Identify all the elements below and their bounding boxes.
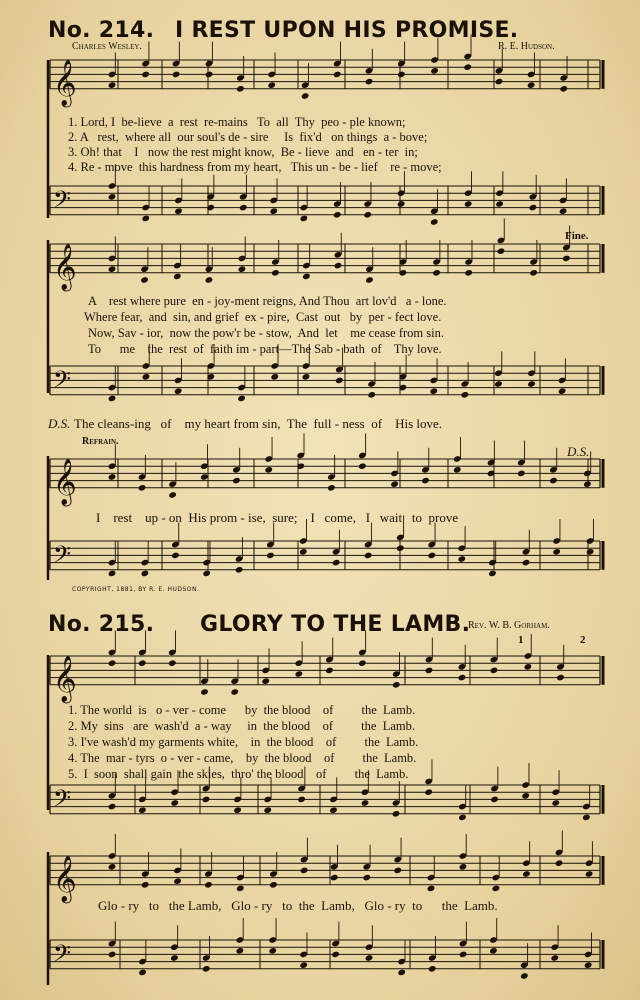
note-head xyxy=(205,71,214,79)
note-head xyxy=(551,799,560,807)
note-head xyxy=(173,877,182,885)
note-head xyxy=(365,276,374,284)
fine-marking: Fine. xyxy=(565,230,589,242)
hymn-214-verse-4-line-a: 4. Re - move this hardness from my heart, This un - be - lief re - move; xyxy=(68,160,442,174)
note-head xyxy=(271,269,280,277)
bass-clef-icon: 𝄢 xyxy=(53,540,72,574)
note-head xyxy=(170,799,179,807)
note-head xyxy=(428,965,437,973)
note-head xyxy=(457,555,466,563)
note-head xyxy=(332,559,341,567)
note-head xyxy=(299,548,308,556)
note-head xyxy=(202,570,211,578)
note-head xyxy=(108,265,117,273)
treble-clef-icon: 𝄞 xyxy=(53,59,77,106)
note-head xyxy=(237,395,246,403)
refrain-lyric-line: I rest up - on His prom - ise, sure; I come, I wait to prove xyxy=(96,510,459,525)
note-head xyxy=(141,71,150,79)
note-head xyxy=(269,881,278,889)
note-head xyxy=(334,262,343,270)
note-head xyxy=(363,211,372,219)
note-head xyxy=(459,951,468,959)
note-head xyxy=(393,867,402,875)
note-head xyxy=(365,78,374,86)
note-head xyxy=(364,552,373,560)
ds-label: D.S. xyxy=(48,416,71,431)
note-head xyxy=(489,947,498,955)
note-head xyxy=(333,211,342,219)
hymn-215-chorus-line: Glo - ry to the Lamb, Glo - ry to the Lamb, Glo - ry to the Lamb. xyxy=(98,898,498,913)
treble-clef-icon: 𝄞 xyxy=(53,243,77,290)
note-head xyxy=(142,373,151,381)
hymn-214-title: I REST UPON HIS PROMISE. xyxy=(175,18,519,43)
note-head xyxy=(458,674,467,682)
bass-clef-icon: 𝄢 xyxy=(53,185,72,219)
note-head xyxy=(331,951,340,959)
note-head xyxy=(108,395,117,403)
note-head xyxy=(429,387,438,395)
note-head xyxy=(559,85,568,93)
hymn-215-author: Rev. W. B. Gorham. xyxy=(468,620,550,631)
note-head xyxy=(559,207,568,215)
note-head xyxy=(521,792,530,800)
note-head xyxy=(108,193,117,201)
note-head xyxy=(108,863,117,871)
note-head xyxy=(464,269,473,277)
note-head xyxy=(365,954,374,962)
note-head xyxy=(202,965,211,973)
refrain-label: Refrain. xyxy=(82,436,119,447)
note-head xyxy=(453,466,462,474)
note-head xyxy=(396,544,405,552)
note-head xyxy=(421,477,430,485)
note-head xyxy=(302,273,311,281)
hymn-215-verse-2: 2. My sins are wash'd a - way in the blood of the Lamb. xyxy=(68,719,415,733)
note-head xyxy=(266,552,275,560)
note-head xyxy=(300,867,309,875)
note-head xyxy=(392,810,401,818)
note-head xyxy=(204,881,213,889)
note-head xyxy=(329,806,338,814)
note-head xyxy=(236,85,245,93)
note-head xyxy=(549,477,558,485)
note-head xyxy=(138,806,147,814)
note-head xyxy=(263,806,272,814)
hymn-215-verse-3: 3. I've wash'd my garments white, in the blood of the Lamb. xyxy=(68,735,419,749)
note-head xyxy=(108,473,117,481)
note-head xyxy=(108,659,117,667)
note-head xyxy=(464,200,473,208)
note-head xyxy=(522,559,531,567)
note-head xyxy=(552,548,561,556)
note-head xyxy=(269,207,278,215)
note-head xyxy=(236,885,245,893)
ds-marking: D.S. xyxy=(567,444,590,459)
note-head xyxy=(430,218,439,226)
note-head xyxy=(141,215,150,223)
note-head xyxy=(335,377,344,385)
note-head xyxy=(520,972,529,980)
note-head xyxy=(267,81,276,89)
note-head xyxy=(490,796,499,804)
note-head xyxy=(261,677,270,685)
note-head xyxy=(585,870,594,878)
note-head xyxy=(173,273,182,281)
note-head xyxy=(235,566,244,574)
hymn-214-verse-2-line-b: Where fear, and sin, and grief ex - pire, Cast out by per - fect love. xyxy=(84,310,442,324)
note-head xyxy=(367,391,376,399)
hymn-215-verse-4: 4. The mar - tyrs o - ver - came, by the blood of the Lamb. xyxy=(68,751,417,765)
note-head xyxy=(458,814,467,822)
note-head xyxy=(427,885,436,893)
note-head xyxy=(427,552,436,560)
note-head xyxy=(333,71,342,79)
note-head xyxy=(301,92,310,100)
note-head xyxy=(562,255,571,263)
note-head xyxy=(497,247,506,255)
note-head xyxy=(168,659,177,667)
note-head xyxy=(108,803,117,811)
note-head xyxy=(325,667,334,675)
note-head xyxy=(239,204,248,212)
hymn-214-number: No. 214. xyxy=(48,18,155,43)
note-head xyxy=(392,681,401,689)
note-head xyxy=(495,78,504,86)
note-head xyxy=(432,269,441,277)
bass-clef-icon: 𝄢 xyxy=(53,939,72,973)
note-head xyxy=(230,688,239,696)
note-head xyxy=(425,667,434,675)
note-head xyxy=(527,81,536,89)
note-head xyxy=(171,552,180,560)
note-head xyxy=(233,806,242,814)
note-head xyxy=(174,207,183,215)
note-head xyxy=(270,373,279,381)
note-head xyxy=(238,265,247,273)
note-head xyxy=(138,659,147,667)
bass-clef-icon: 𝄢 xyxy=(53,365,72,399)
note-head xyxy=(430,67,439,75)
hymn-214-verse-2-line-a: 2. A rest, where all our soul's de - sire Is fix'd on things a - bove; xyxy=(68,130,428,144)
note-head xyxy=(524,663,533,671)
note-head xyxy=(202,796,211,804)
note-head xyxy=(459,863,468,871)
note-head xyxy=(495,200,504,208)
note-head xyxy=(327,484,336,492)
note-head xyxy=(494,380,503,388)
note-head xyxy=(492,885,501,893)
note-head xyxy=(108,81,117,89)
note-head xyxy=(200,473,209,481)
note-head xyxy=(582,814,591,822)
note-head xyxy=(397,200,406,208)
note-head xyxy=(168,491,177,499)
note-head xyxy=(236,947,245,955)
note-head xyxy=(108,951,117,959)
note-head xyxy=(264,466,273,474)
note-head xyxy=(330,874,339,882)
note-head xyxy=(299,961,308,969)
note-head xyxy=(527,380,536,388)
note-head xyxy=(550,954,559,962)
note-head xyxy=(397,71,406,79)
note-head xyxy=(584,961,593,969)
second-ending-number: 2 xyxy=(580,634,586,646)
note-head xyxy=(358,659,367,667)
note-head xyxy=(461,391,470,399)
note-head xyxy=(205,276,214,284)
note-head xyxy=(529,269,538,277)
hymn-214-verse-3-line-b: Now, Sav - ior, now the pow'r be - stow, And let me cease from sin. xyxy=(88,326,444,340)
note-head xyxy=(555,859,564,867)
hymn-215-verse-1: 1. The world is o - ver - come by the blood of the Lamb. xyxy=(68,703,416,717)
hymn-214-verse-4-line-b: To me the rest of faith im - part—The Sab - bath of Thy love. xyxy=(88,342,442,356)
hymn-214-composer: R. E. Hudson. xyxy=(498,41,555,52)
hymn-214-author: Charles Wesley. xyxy=(72,41,142,52)
note-head xyxy=(361,799,370,807)
note-head xyxy=(170,954,179,962)
note-head xyxy=(174,387,183,395)
note-head xyxy=(297,796,306,804)
note-head xyxy=(300,215,309,223)
note-head xyxy=(200,688,209,696)
hymn-215-verse-5: 5. I soon shall gain the skies, thro' the blood of the Lamb. xyxy=(68,767,409,781)
note-head xyxy=(522,870,531,878)
note-head xyxy=(463,63,472,71)
note-head xyxy=(295,670,304,678)
note-head xyxy=(362,874,371,882)
hymn-214-verse-3-line-a: 3. Oh! that I now the rest might know, Be - lieve and en - ter in; xyxy=(68,145,418,159)
note-head xyxy=(268,947,277,955)
note-head xyxy=(586,548,595,556)
note-head xyxy=(488,570,497,578)
note-head xyxy=(140,276,149,284)
note-head xyxy=(424,788,433,796)
hymn-215-number: No. 215. xyxy=(48,612,155,637)
note-head xyxy=(108,570,117,578)
note-head xyxy=(556,674,565,682)
note-head xyxy=(390,480,399,488)
note-head xyxy=(302,373,311,381)
note-head xyxy=(529,204,538,212)
hymn-214-verse-1-line-a: 1. Lord, I be-lieve a rest re-mains To all Thy peo - ple known; xyxy=(68,115,406,129)
note-head xyxy=(558,387,567,395)
first-ending-number: 1 xyxy=(518,634,524,646)
hymn-215-title: GLORY TO THE LAMB. xyxy=(200,612,471,637)
hymn-214-verse-1-line-b: A rest where pure en - joy-ment reigns, And Thou art lov'd a - lone. xyxy=(88,294,447,308)
note-head xyxy=(397,969,406,977)
copyright-notice: COPYRIGHT, 1881, BY R. E. HUDSON. xyxy=(72,586,200,593)
treble-clef-icon: 𝄞 xyxy=(53,855,77,902)
treble-clef-icon: 𝄞 xyxy=(53,655,77,702)
note-head xyxy=(517,470,526,478)
note-head xyxy=(141,570,150,578)
ds-lyric-line: The cleans-ing of my heart from sin, The full - ness of His love. xyxy=(74,416,443,431)
note-head xyxy=(583,480,592,488)
note-head xyxy=(490,667,499,675)
note-head xyxy=(141,881,150,889)
note-head xyxy=(138,484,147,492)
treble-clef-icon: 𝄞 xyxy=(53,458,77,505)
note-head xyxy=(138,969,147,977)
note-head xyxy=(358,462,367,470)
note-head xyxy=(232,477,241,485)
bass-clef-icon: 𝄢 xyxy=(53,784,72,818)
note-head xyxy=(172,71,181,79)
